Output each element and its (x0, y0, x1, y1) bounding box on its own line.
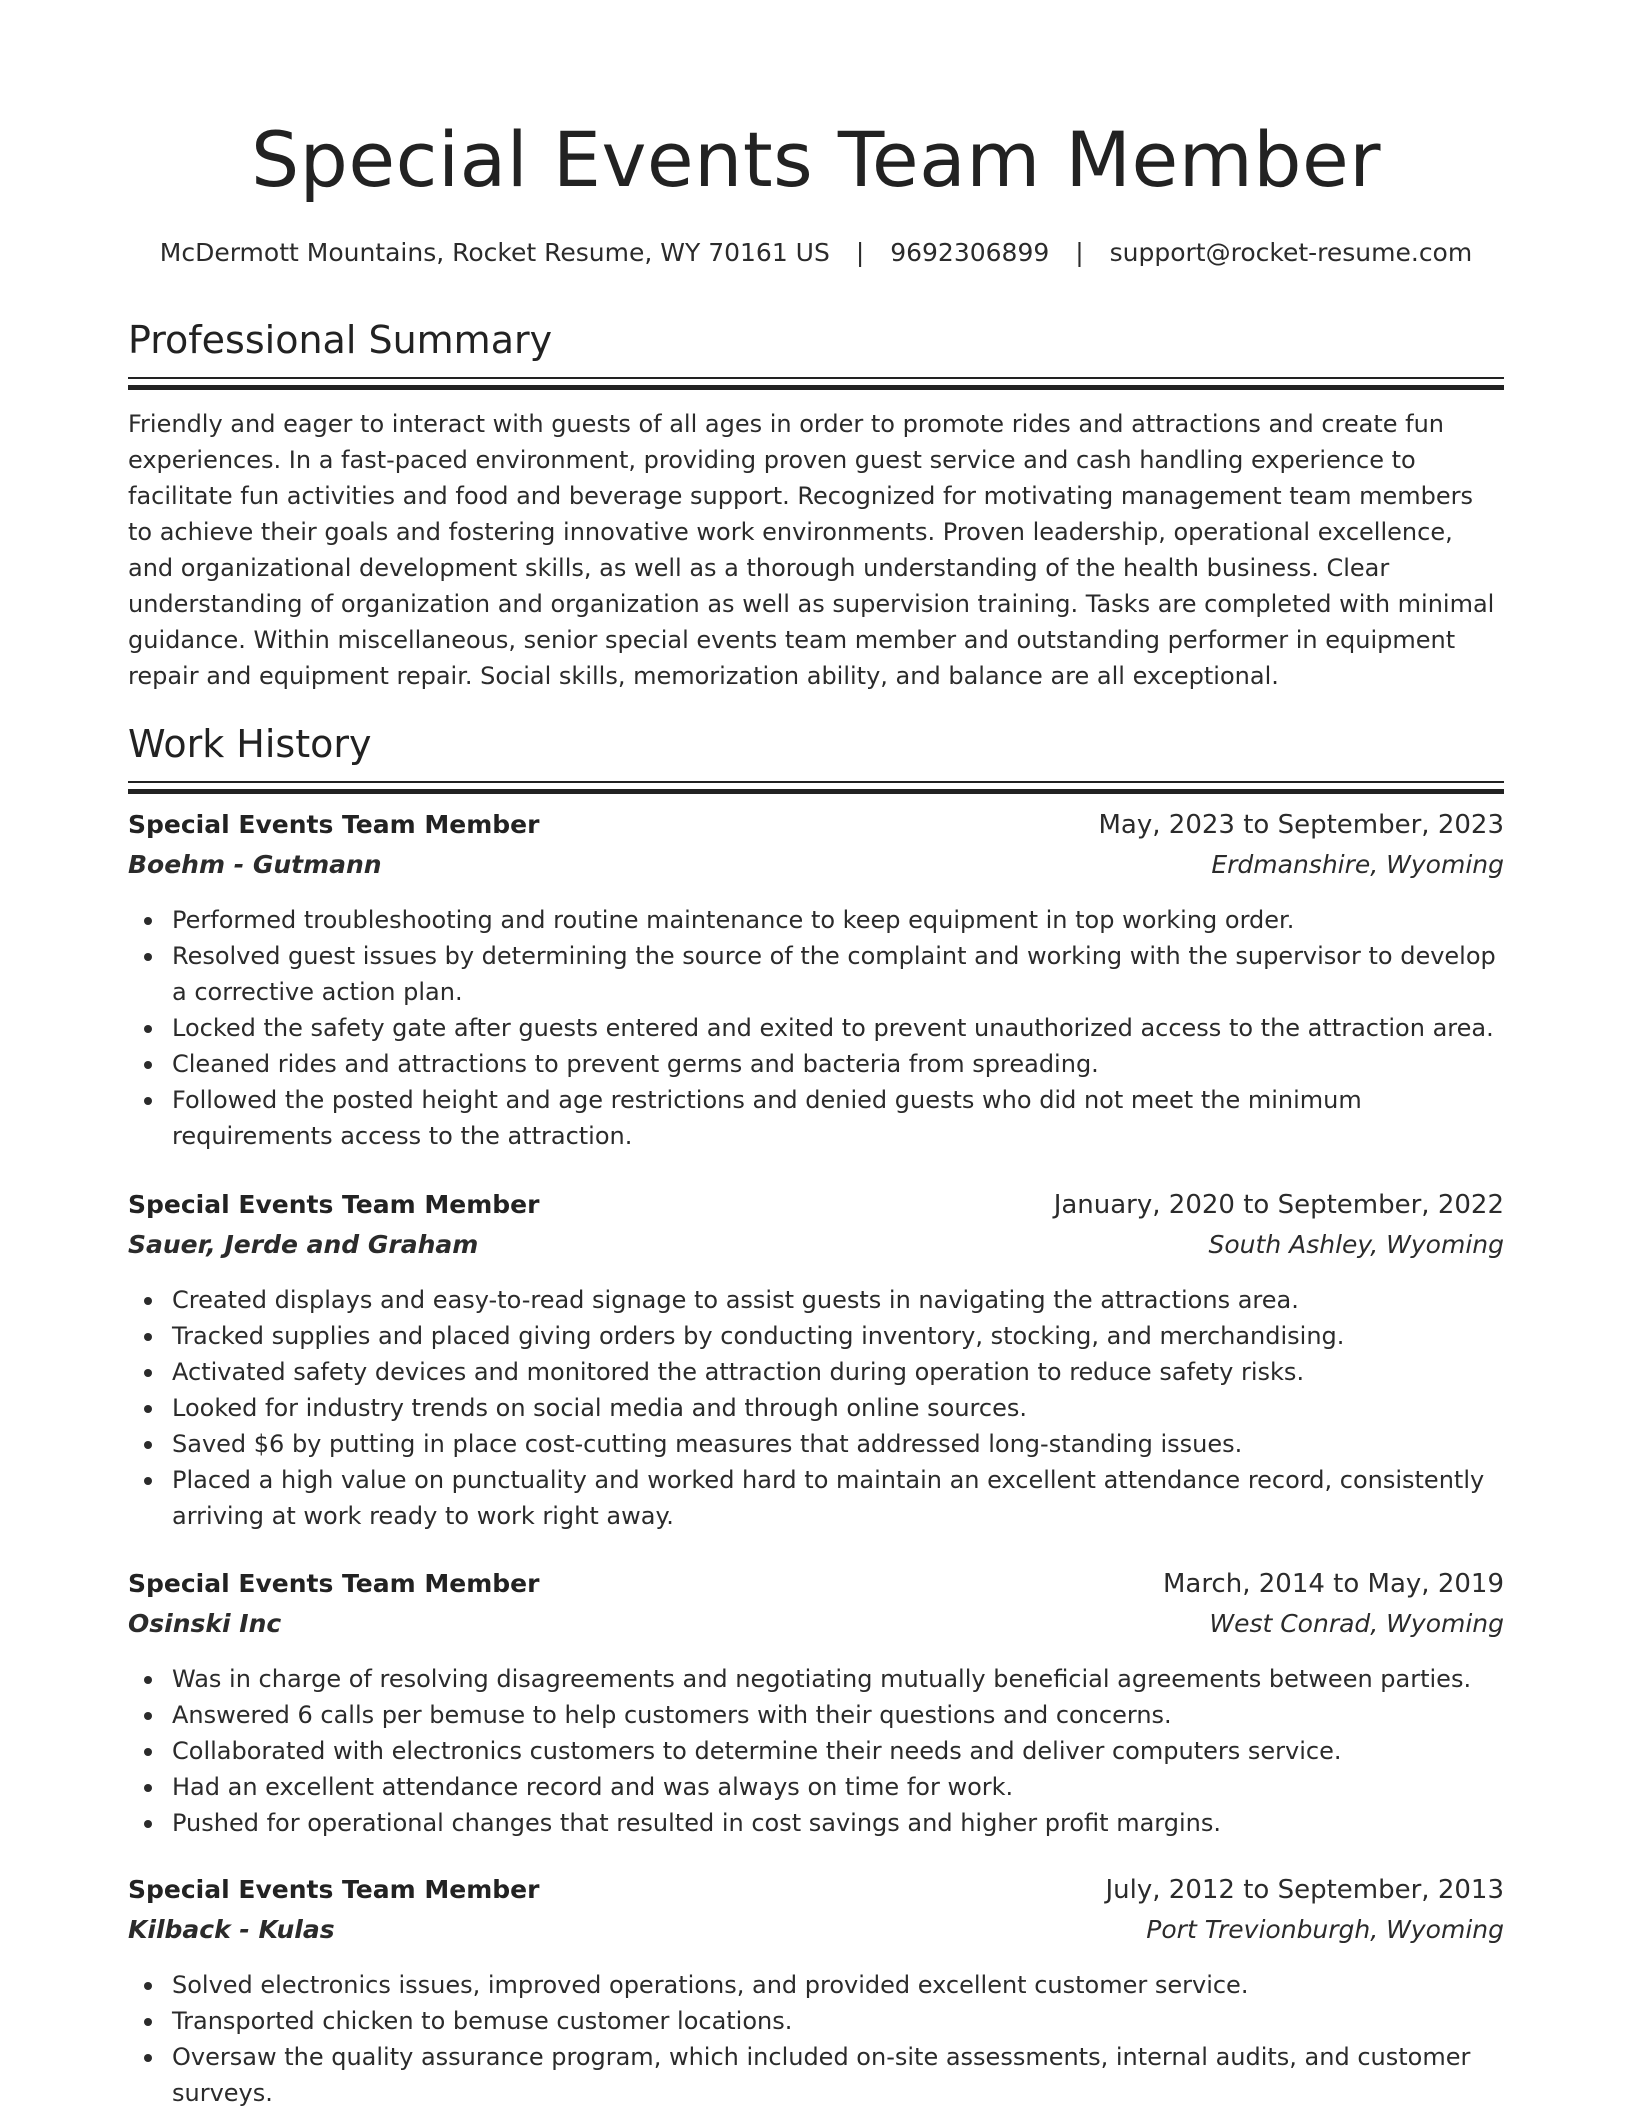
job-bullet: Locked the safety gate after guests entered and exited to prevent unauthorized access to the attraction area. (172, 1010, 1504, 1046)
summary-text: Friendly and eager to interact with guests of all ages in order to promote rides and attractions and create fun experiences. In a fast-paced environment, providing proven guest service and cash handling experience to facilitate fun activities and food and beverage support. Recognized for motivating management team members to achieve their goals and fostering innovative work environments. Proven leadership, operational excellence, and organizational development skills, as well as a thorough understanding of the health business. Clear understanding of organization and organization as well as supervision training. Tasks are completed with minimal guidance. Within miscellaneous, senior special events team member and outstanding performer in equipment repair and equipment repair. Social skills, memorization ability, and balance are all exceptional. (128, 410, 1495, 690)
job-bullet: Collaborated with electronics customers to determine their needs and deliver computers service. (172, 1733, 1504, 1769)
job-dates: March, 2014 to May, 2019 (1162, 1569, 1504, 1599)
job-bullet: Tracked supplies and placed giving orders by conducting inventory, stocking, and merchandising. (172, 1318, 1504, 1354)
work-history-heading: Work History (128, 722, 372, 766)
job-entry (128, 1569, 1504, 1841)
job-bullet: Saved $6 by putting in place cost-cutting measures that addressed long-standing issues. (172, 1426, 1504, 1462)
job-bullet: Cleaned rides and attractions to prevent germs and bacteria from spreading. (172, 1046, 1504, 1082)
job-bullets (128, 902, 1504, 1154)
job-entry (128, 1190, 1504, 1534)
contact-line (128, 238, 1504, 267)
job-bullet: Created displays and easy-to-read signage to assist guests in navigating the attractions area. (172, 1282, 1504, 1318)
job-bullet: Solved electronics issues, improved operations, and provided excellent customer service. (172, 1967, 1504, 2003)
contact-separator: | (1075, 238, 1084, 267)
job-company: Kilback - Kulas (128, 1915, 335, 1944)
job-bullets (128, 1282, 1504, 1534)
job-bullet: Had an excellent attendance record and was always on time for work. (172, 1769, 1504, 1805)
job-company: Osinski Inc (128, 1609, 282, 1638)
job-title: Special Events Team Member (128, 810, 540, 839)
job-title: Special Events Team Member (128, 1190, 540, 1219)
job-location: Port Trevionburgh, Wyoming (1146, 1915, 1504, 1944)
summary-heading: Professional Summary (128, 318, 553, 362)
job-bullet: Answered 6 calls per bemuse to help customers with their questions and concerns. (172, 1697, 1504, 1733)
work-history-divider (128, 781, 1504, 794)
job-dates: May, 2023 to September, 2023 (1098, 810, 1504, 840)
job-bullet: Resolved guest issues by determining the source of the complaint and working with the supervisor to develop a corrective action plan. (172, 938, 1504, 1010)
contact-address: McDermott Mountains, Rocket Resume, WY 70161 US (159, 238, 830, 267)
job-dates: July, 2012 to September, 2013 (1105, 1875, 1504, 1905)
contact-separator: | (855, 238, 865, 267)
job-dates: January, 2020 to September, 2022 (1053, 1190, 1504, 1220)
job-location: Erdmanshire, Wyoming (1211, 850, 1504, 879)
job-bullet: Followed the posted height and age restrictions and denied guests who did not meet the minimum requirements access to the attraction. (172, 1082, 1504, 1154)
job-bullet: Activated safety devices and monitored the attraction during operation to reduce safety risks. (172, 1354, 1504, 1390)
summary-divider (128, 377, 1504, 390)
job-company: Sauer, Jerde and Graham (128, 1230, 479, 1259)
job-location: South Ashley, Wyoming (1208, 1230, 1504, 1259)
job-entry (128, 1875, 1504, 2111)
job-bullet: Looked for industry trends on social media and through online sources. (172, 1390, 1504, 1426)
job-title: Special Events Team Member (128, 1875, 540, 1904)
job-entry (128, 810, 1504, 1154)
job-bullets (128, 1661, 1504, 1841)
contact-email: support@rocket-resume.com (1109, 238, 1473, 267)
job-bullet: Was in charge of resolving disagreements and negotiating mutually beneficial agreements between parties. (172, 1661, 1504, 1697)
job-company: Boehm - Gutmann (128, 850, 382, 879)
resume-title: Special Events Team Member (250, 115, 1382, 204)
job-location: West Conrad, Wyoming (1209, 1609, 1504, 1638)
job-bullet: Placed a high value on punctuality and worked hard to maintain an excellent attendance record, consistently arriving at work ready to work right away. (172, 1462, 1504, 1534)
job-bullet: Transported chicken to bemuse customer locations. (172, 2003, 1504, 2039)
job-title: Special Events Team Member (128, 1569, 540, 1598)
job-bullet: Pushed for operational changes that resulted in cost savings and higher profit margins. (172, 1805, 1504, 1841)
contact-phone: 9692306899 (890, 238, 1050, 267)
job-bullets (128, 1967, 1504, 2111)
job-bullet: Performed troubleshooting and routine maintenance to keep equipment in top working order. (172, 902, 1504, 938)
job-bullet: Oversaw the quality assurance program, which included on-site assessments, internal audits, and customer surveys. (172, 2039, 1504, 2111)
